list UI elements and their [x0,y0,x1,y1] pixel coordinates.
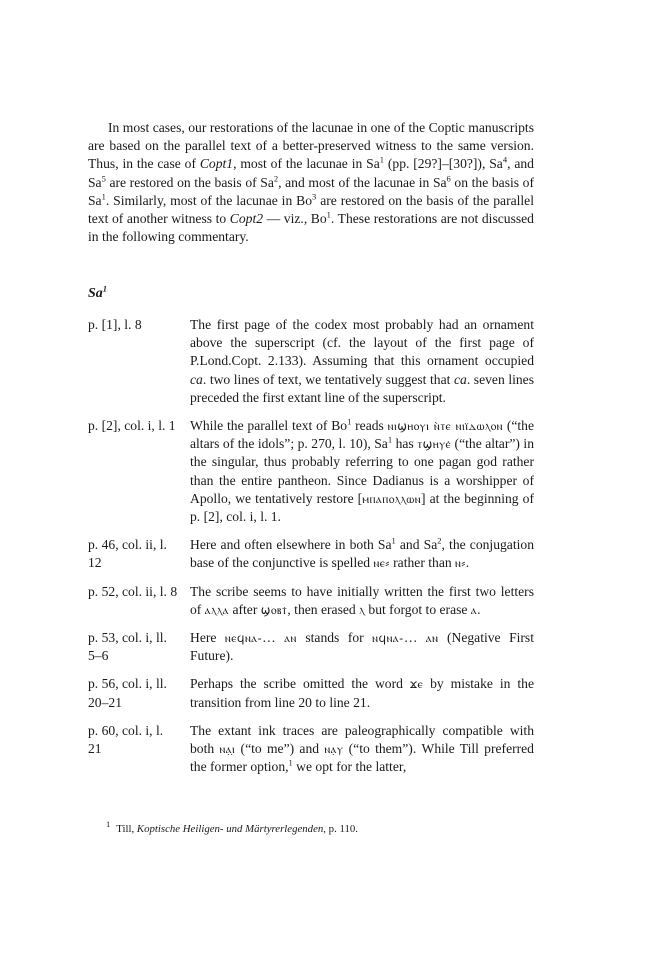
note-text: we opt for the latter, [292,759,407,775]
note-text: The scribe seems to have initially written the first two letters of [190,583,534,617]
note-text: … [403,630,426,646]
note-text: … [262,630,285,646]
note-text: . [477,601,481,617]
heading-text: Sa [88,286,103,301]
superscript: 3 [312,191,317,202]
superscript: 1 [347,416,352,427]
intro-italic: Copt1 [199,156,234,172]
entry-reference: p. 53, col. i, ll. 5–6 [88,630,167,664]
entry-note [190,675,534,711]
superscript: 4 [502,154,508,165]
note-text: . seven lines preceded the first extant line of the superscript. [190,371,535,405]
entry-note [190,583,534,619]
superscript: 1 [391,535,396,546]
commentary-entry [88,583,534,619]
entry-reference: p. 52, col. ii, l. 8 [88,583,178,599]
intro-text: — viz., Bo [263,211,327,227]
coptic-text: ⲁⲛ [284,631,297,646]
commentary-entry [88,417,534,526]
commentary-list [88,316,534,786]
footnote-italic: Koptische Heiligen- und Märtyrerlegenden [136,823,324,835]
intro-text: . Similarly, most of the lacunae in Bo [105,192,313,208]
coptic-text: ϫⲉ [409,677,424,692]
note-text: While the parallel text of Bo [190,418,348,434]
intro-text: In most cases, our restorations of the lacunae in one of the Coptic manuscripts are based on the parallel text of a better-preserved witness to the same version. Thus, in the case of [88,120,534,172]
note-italic: ca [453,371,467,387]
footnote-text: , p. 110. [323,823,358,835]
commentary-entry [88,675,534,711]
coptic-text: ⲛⲓϣⲏⲟⲩⲓ ⲛ̀ⲧⲉ ⲛⲓⲓ̈ⲇⲱⲗⲟⲛ [387,419,504,434]
commentary-entry [88,536,534,572]
note-text: The first page of the codex most probably had an ornament above the superscript (cf. the layout of the first page of P.Lond.Copt. 2.133). Assuming that this ornament occupied [190,317,534,369]
section-heading [88,283,108,302]
commentary-entry [88,629,534,665]
entry-note [190,722,534,777]
note-text: , the conjugation base of the conjunctive is spelled [190,537,534,571]
note-text: (“to them”). While Till preferred the former option, [190,741,534,775]
note-text: . two lines of text, we tentatively suggest that [202,371,454,387]
entry-note [190,536,534,572]
footnote-marker[interactable]: 1 [288,757,293,768]
commentary-entry [88,722,534,777]
coptic-text: ⲁⲗⲗⲁ [204,602,230,617]
intro-text: (pp. [29?]–[30?]), Sa [384,156,503,172]
entry-reference: p. [2], col. i, l. 1 [88,418,176,434]
intro-italic: Copt2 [229,211,264,227]
note-text: by mistake in the transition from line 20 to line 21. [190,676,534,710]
note-italic: ca [190,371,203,387]
coptic-text: ⲛⲁ̣ⲩ [324,742,344,757]
coptic-text: ⲗ [359,602,366,617]
note-text: rather than [389,555,456,571]
superscript: 5 [101,173,106,184]
note-text: has [392,436,418,452]
coptic-text: ⲁ [470,602,478,617]
entry-note [190,316,534,407]
intro-paragraph [88,119,534,246]
entry-note [190,417,534,526]
note-text: Perhaps the scribe omitted the word [190,676,410,692]
superscript: 1 [102,283,108,294]
footnote-text: Till, [116,823,137,835]
entry-reference: p. [1], l. 8 [88,317,142,332]
note-text: (Negative First Future). [190,630,534,664]
note-text: The extant ink traces are paleographically compatible with both [190,722,534,757]
superscript: 1 [379,154,384,165]
footnote-number: 1 [106,819,111,830]
note-text: ] at the beginning of p. [2], col. i, l. 1. [190,490,534,525]
superscript: 1 [387,434,393,445]
note-text: and Sa [395,537,438,553]
intro-text: . These restorations are not discussed in the following commentary. [88,211,534,245]
entry-note [190,629,534,665]
note-text: (“the altar”) in the singular, thus probably referring to one pagan god rather than the entire pantheon. Since Dadianus is a worshipper of Apollo, we tentatively restore [ [190,436,534,506]
intro-text: , most of the lacunae in Sa [233,156,380,172]
intro-text: , and most of the lacunae in Sa [278,174,447,190]
note-text: (“to me”) and [235,741,325,757]
coptic-text: ⲧϣⲏⲩⲉ̇ [417,437,452,452]
intro-text: are restored on the basis of Sa [105,174,274,190]
superscript: 1 [101,191,106,202]
note-text: stands for [296,630,373,646]
coptic-text: ⲛ⸗ [455,556,466,571]
commentary-entry [88,316,534,407]
note-text: Here [190,630,225,646]
intro-text: are restored on the basis of the parallel text of another witness to [88,192,534,227]
intro-text: , and Sa [88,156,534,190]
entry-reference: p. 60, col. i, l. 21 [88,722,164,757]
note-text: . [465,555,470,571]
coptic-text: ϣⲟⲃⲧ̇ [260,602,288,617]
coptic-text: ⲛⲉϥⲛⲁ- [224,631,263,646]
note-text: Here and often elsewhere in both Sa [190,537,392,553]
coptic-text: ⲛϥⲛⲁ- [372,631,404,646]
entry-reference: p. 56, col. i, ll. 20–21 [88,676,167,710]
superscript: 2 [437,535,442,546]
coptic-text: ⲁⲛ [425,631,439,646]
note-text: , then erased [287,601,360,617]
coptic-text: ⲙⲡⲁⲡⲟⲗⲗⲱⲛ [362,491,422,506]
superscript: 1 [326,209,331,220]
coptic-text: ⲛⲁ̣ⲓ̣ [219,742,236,757]
note-text: reads [351,418,388,434]
coptic-text: ⲛⲉ⸗ [373,556,390,571]
superscript: 2 [273,173,279,184]
note-text: but forgot to erase [365,601,471,617]
note-text: after [229,601,261,617]
intro-text: on the basis of Sa [88,174,534,208]
entry-reference: p. 46, col. ii, l. 12 [88,537,167,571]
superscript: 6 [446,173,451,184]
footnote [106,819,536,836]
note-text: (“the altars of the idols”; p. 270, l. 10), Sa [190,418,534,452]
